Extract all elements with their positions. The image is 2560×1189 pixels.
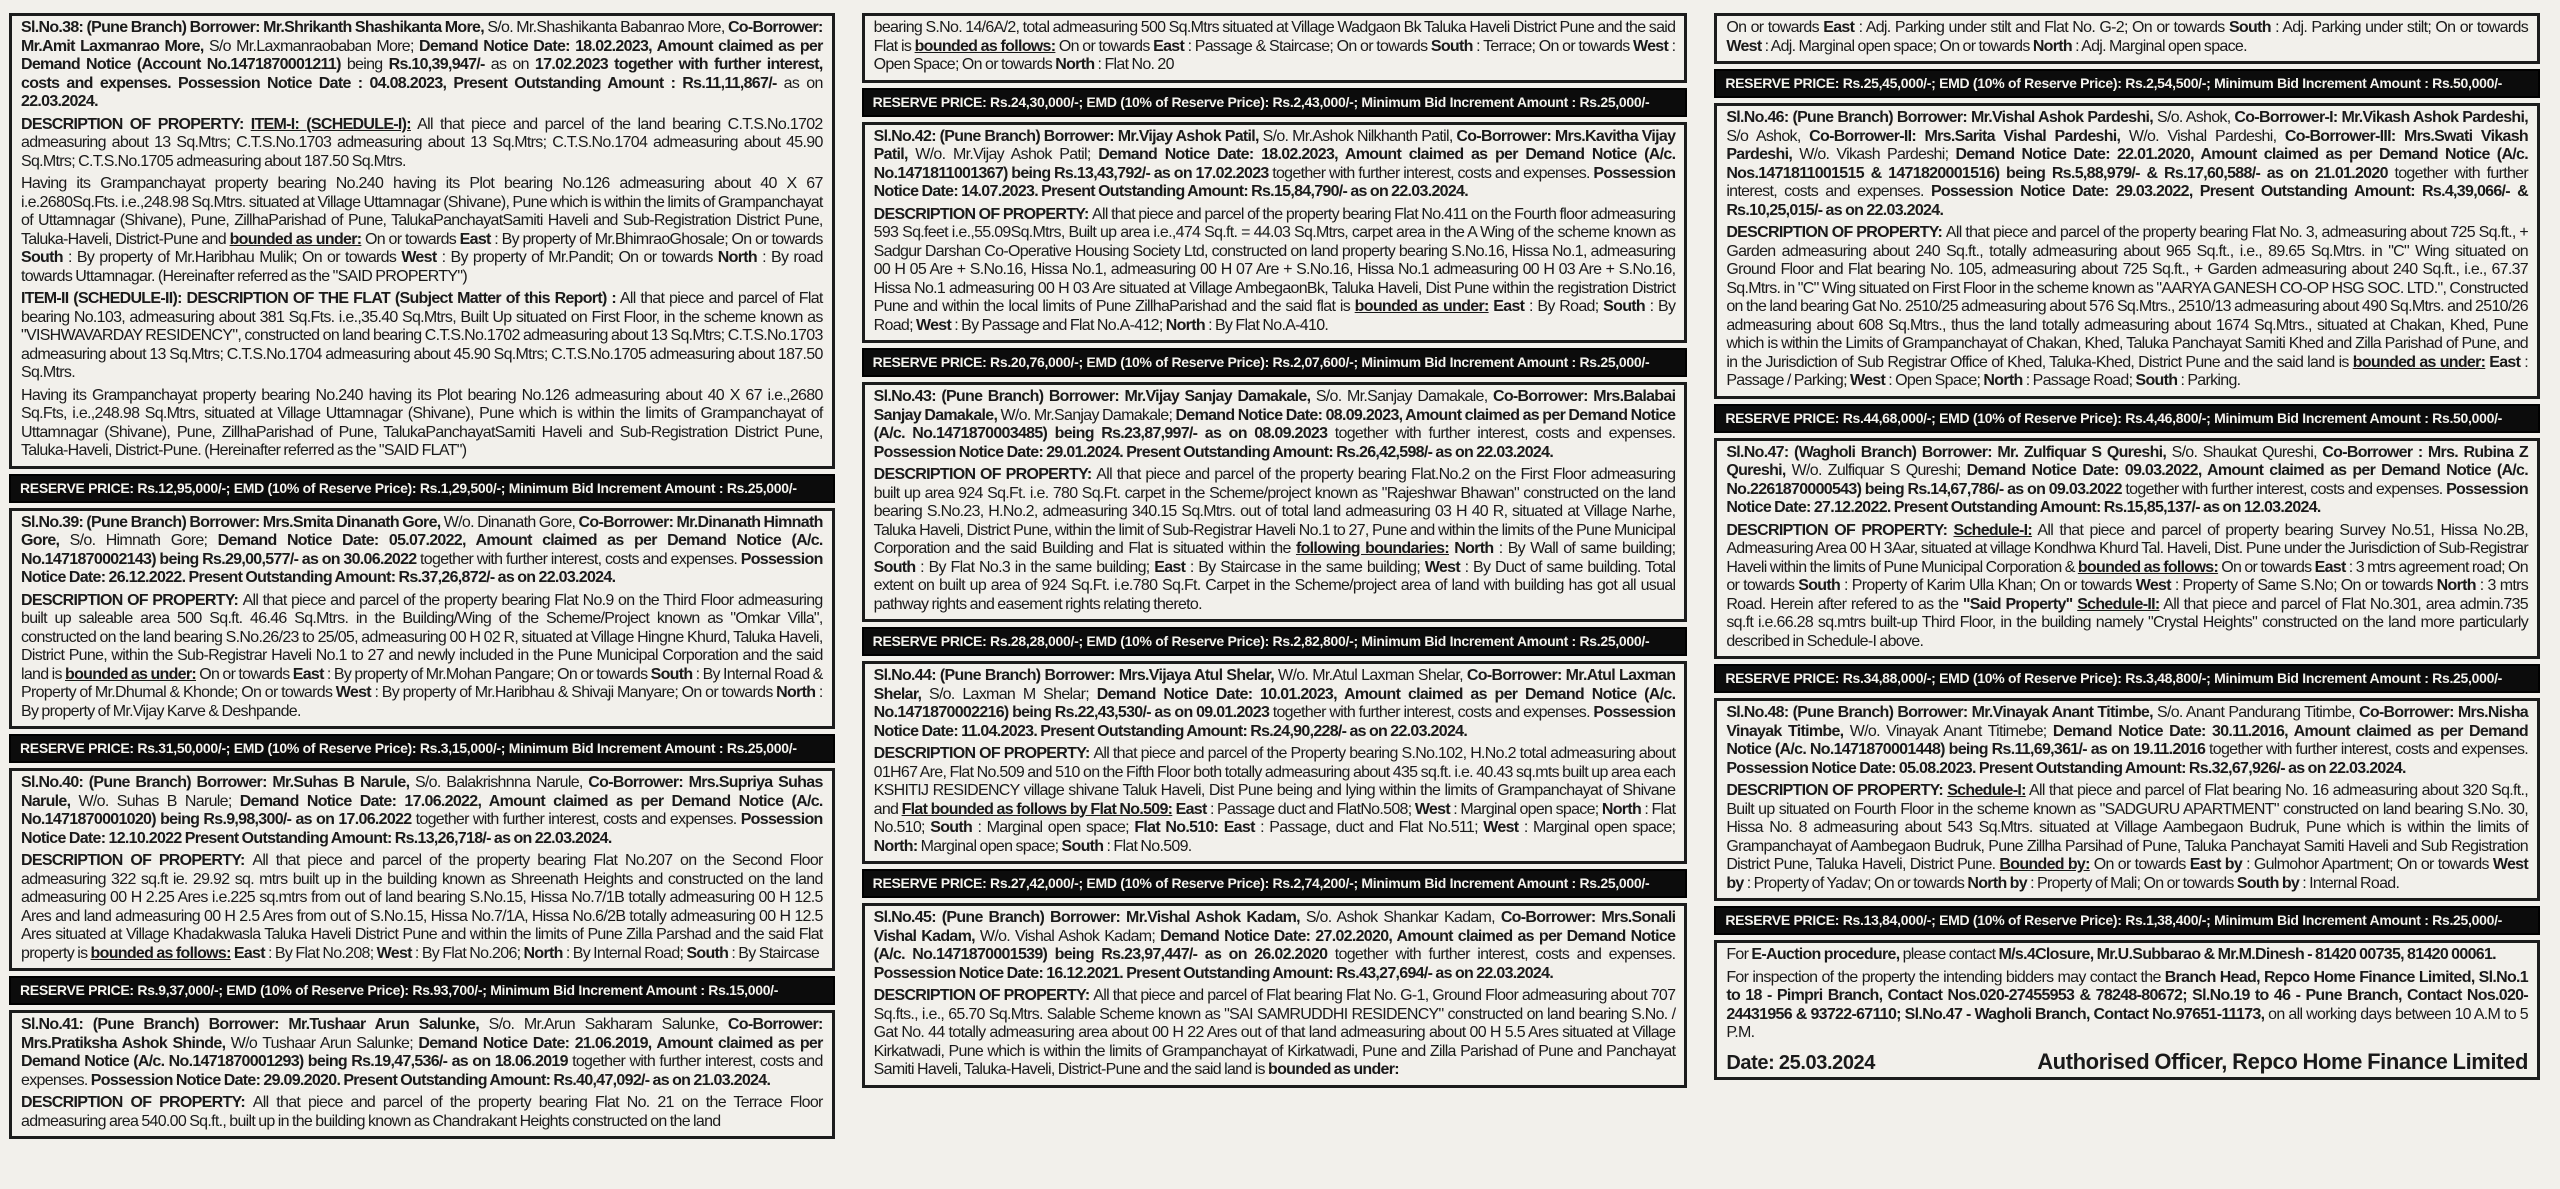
notice-text-segment: : By Internal Road & Property of Mr.Dhumal & Khonde; On or towards [21, 665, 823, 701]
notice-text-segment: : By Staircase [728, 944, 820, 962]
notice-paragraph [1726, 224, 2528, 391]
notice-text-segment: East [1175, 800, 1207, 818]
notice-text-segment: All that piece and parcel of Flat bearing No. 16 admeasuring about 320 Sq.ft., Built up situated on Fourth Floor in the scheme known as "SADGURU APARTMENT" constructed on land bearing S.No. 30, Hissa No. 8 admeasuring about 543 Sq.Mtrs. situated at Village Aambegaon Budruk, Pune which is within the limits of Grampanchayat of Aambegaon Budruk, Pune Zillha Parsihad of Pune, Taluka Panchayat Samiti Haveli and Sub Registration District Pune, Taluka Haveli, District Pune. [1726, 782, 2529, 873]
notice-text-segment: : By Internal Road; [562, 944, 687, 962]
notice-sl-no-45 [862, 903, 1688, 1088]
notice-text-segment: Sl.No.44: (Pune Branch) Borrower: Mrs.Vijaya Atul Shelar, [873, 667, 1279, 684]
notice-text-segment: Sl.No.41: (Pune Branch) Borrower: Mr.Tushaar Arun Salunke, [21, 1016, 489, 1033]
notice-text-segment: West [1632, 37, 1669, 55]
notice-paragraph [874, 206, 1676, 336]
notice-paragraph [874, 667, 1676, 741]
notice-text-segment: : Open Space; On or towards [873, 37, 1676, 73]
notice-sl-no-39 [9, 508, 835, 730]
notice-text-segment: : By Road; [873, 298, 1676, 334]
notice-text-segment: bearing S.No. 14/6A/2, total admeasuring 500 Sq.Mtrs situated at Village Wadgaon Bk Taluka Haveli District Pune and the said Flat is [873, 19, 1676, 55]
notice-text-segment: Co-Borrower: Mr.Amit Laxmanrao More, [21, 19, 823, 55]
notice-text-segment: : Marginal open space; [1518, 819, 1676, 836]
notice-text-segment: : Marginal open space; [972, 819, 1135, 836]
notice-paragraph [874, 19, 1676, 75]
notice-text-segment: South [2135, 372, 2178, 389]
reserve-price-43: RESERVE PRICE: Rs.28,28,000/-; EMD (10% of Reserve Price): Rs.2,82,800/-; Minimum Bid Increment Amount : Rs.25,000/- [862, 627, 1688, 656]
notice-text-segment: : Property of Mali; On or towards [2026, 874, 2237, 892]
notice-text-segment: Possession Notice Date: 12.10.2022 Present Outstanding Amount: Rs.13,26,718/- as on 22.03.2024. [21, 811, 823, 847]
notice-text-segment: : 3 mtrs Road. Herein after refered to as the [1726, 577, 2528, 613]
notice-text-segment: : 3 mtrs agreement road; On or towards [1726, 558, 2528, 594]
notice-text-segment: : By property of Mr.Vijay Karve & Deshpande. [21, 684, 823, 720]
notice-text-segment: Having its Grampanchayat property bearing No.240 having its Plot bearing No.126 admeasuring about 40 X 67 i.e.2680Sq.Fts. i.e.,248.98 Sq.Mtrs. situated at Village Uttamnagar (Shivane), Pune which is within the limits of Grampanchayat of Uttamnagar (Shivane), Pune, ZillhaParishad of Pune, TalukaPanchayatSamiti Haveli and Sub-Registration District Pune, Taluka-Haveli, District-Pune and [21, 175, 823, 248]
notice-text-segment: W/o. Dinanath Gore, [443, 513, 579, 531]
notice-text-segment: Demand Notice Date: 10.01.2023, Amount claimed as per Demand Notice (A/c. No.1471870002216) being Rs.22,43,530/- as on 09.01.2023 [873, 685, 1676, 721]
notice-text-segment: together with further interest, costs and expenses. [420, 550, 741, 568]
notice-text-segment: : Flat No.510; [873, 800, 1676, 836]
notice-paragraph [1726, 444, 2528, 518]
notice-paragraph [21, 774, 823, 848]
notice-paragraph [21, 514, 823, 588]
notice-text-segment: W/o. Zulfiquar S Qureshi; [1791, 462, 1967, 479]
notice-text-segment: Co-Borrower: Mr.Atul Laxman Shelar, [873, 667, 1676, 703]
notice-text-segment: : By Flat No.3 in the same building; [915, 558, 1155, 576]
notice-text-segment: : Adj. Parking under stilt; On or towards [2270, 19, 2528, 36]
notice-text-segment: East [1493, 298, 1525, 315]
notice-text-segment: West [916, 316, 952, 334]
notice-text-segment: S/o Mr.Laxmanraobaban More; [208, 37, 420, 55]
notice-text-segment: S/o. Mr.Ashok Nilkhanth Patil, [1262, 127, 1457, 145]
notice-text-segment: : Flat No.509. [1103, 837, 1192, 855]
notice-text-segment: West [1414, 800, 1450, 818]
notice-text-segment: West [1726, 37, 1762, 55]
notice-paragraph [1726, 969, 2528, 1043]
notice-paragraph [1726, 946, 2528, 965]
notice-text-segment: Sl.No.48: (Pune Branch) Borrower: Mr.Vinayak Anant Titimbe, [1726, 704, 2157, 721]
notice-text-segment: : By Flat No.208; [264, 944, 377, 962]
notice-paragraph [21, 387, 823, 461]
notice-sl-no-42 [862, 122, 1688, 344]
notice-text-segment: Possession Notice Date: 29.01.2024. Present Outstanding Amount: Rs.26,42,598/- as on 22.03.2024. [873, 443, 1554, 461]
notice-text-segment: Demand Notice Date: 27.02.2020, Amount claimed as per Demand Notice (A/c. No.1471870001539) being Rs.23,97,447/- as on 26.02.2020 [873, 927, 1676, 963]
notice-text-segment: DESCRIPTION OF PROPERTY: [873, 466, 1097, 483]
notice-text-segment: S/o. Shaukat Qureshi, [2171, 443, 2323, 461]
notice-text-segment: Demand Notice Date: 18.02.2023, Amount claimed as per Demand Notice (A/c. No.1471811001367) being Rs.13,43,792/- as on 17.02.2023 [873, 146, 1676, 182]
notice-sl-no-40 [9, 768, 835, 971]
notice-text-segment: : Flat No. 20 [1094, 56, 1174, 73]
notice-text-segment: : By road towards Uttamnagar. (Hereinafter referred as the "SAID PROPERTY") [21, 249, 823, 285]
notice-text-segment: E-Auction procedure, [1751, 946, 1903, 963]
notice-text-segment: S/o. Ashok, [2157, 109, 2235, 126]
notice-text-segment: North by [1967, 874, 2027, 892]
notice-text-segment: Co-Borrower: Mrs.Sonali Vishal Kadam, [873, 909, 1676, 945]
notice-text-segment: DESCRIPTION OF PROPERTY: [21, 591, 243, 609]
date-label: Date: 25.03.2024 [1726, 1051, 1875, 1074]
notice-text-segment: : By Wall of same building; [1493, 540, 1676, 557]
notice-text-segment: All that piece and parcel of Flat No.301, area admin.735 sq.ft i.e.66.28 sq.mtrs built-up Third Floor, in the building namely "Crystal Heights" constructed on the land more particularly described in Schedule-I above. [1726, 595, 2528, 650]
notice-text-segment: together with further interest, costs and expenses. [1272, 164, 1594, 182]
notice-text-segment: : Passage / Parking; [1726, 353, 2528, 389]
notice-text-segment: S/o Ashok, [1726, 127, 1810, 145]
notice-text-segment: W/o. Vinayak Anant Titimebe; [1849, 722, 2053, 740]
notice-text-segment: West [2135, 577, 2171, 594]
notice-text-segment: On or towards [1055, 37, 1154, 55]
notice-sl-no-45-continued [1714, 13, 2540, 64]
notice-text-segment: North [1983, 372, 2023, 389]
notice-text-segment: : Property of Same S.No; On or towards [2170, 577, 2437, 594]
notice-text-segment: S/o. Mr.Shashikanta Babanrao More, [487, 19, 728, 36]
notice-text-segment: on all working days between 10 A.M to 5 P.M. [1726, 1005, 2528, 1041]
notice-paragraph [874, 745, 1676, 856]
notice-sl-no-41-continued [862, 13, 1688, 83]
notice-sl-no-47 [1714, 438, 2540, 660]
notice-text-segment: North [1454, 540, 1494, 557]
notice-text-segment: Co-Borrower-III: Mrs.Swati Vikash Pardeshi, [1726, 127, 2529, 163]
notice-text-segment: All that piece and parcel of the Property bearing S.No.102, H.No.2 total admeasuring about 01H67 Are, Flat No.509 and 510 on the Fifth Floor both totally admeasuring about 435 sq.ft. i.e. 40.43 sq.mts built up area each KSHITIJ RESIDENCY village shivane Taluk Haveli, Dist Pune being and lying within the limits of Grampanchayat of Shivane and [873, 745, 1676, 818]
notice-text-segment: Sl.No.39: (Pune Branch) Borrower: Mrs.Smita Dinanath Gore, [21, 513, 444, 531]
notice-text-segment: Demand Notice Date: 09.03.2022, Amount claimed as per Demand Notice (A/c. No.2261870000543) being Rs.14,67,786/- as on 09.03.2022 [1726, 462, 2528, 498]
notice-text-segment: All that piece and parcel of the property bearing Flat No. 3, admeasuring about 725 Sq.ft., + Garden admeasuring about 240 Sq.ft., totally admeasuring about 965 Sq.ft., i.e., 89.65 Sq.Mtrs. in "C" Wing situated on Ground Floor and Flat bearing No. 105, admeasuring about 725 Sq.ft., + Garden admeasuring about 240 Sq.ft., i.e., 67.37 Sq.Mtrs. in "C" Wing situated on First Floor in the scheme known as "AARYA GANESH CO-OP HSG SOC. LTD.", Constructed on the land bearing Gat No. 2510/25 admeasuring about 576 Sq.Mtrs., 2510/13 admeasuring about 490 Sq.Mtrs. and 2510/26 admeasuring about 608 Sq.Mtrs., thus the land totally admeasuring about 1674 Sq.Mtrs., situated at Chakan, Khed, Pune which is within the Limits of Grampanchayat of Chakan, Khed, Taluka Panchayat Samiti Khed and Zilla Parishad of Pune, and in the Jurisdiction of Sub Registrar Office of Khed, Taluka-Khed, District Pune and the said land is [1726, 224, 2528, 371]
notice-text-segment: East [292, 665, 324, 683]
notice-text-segment: South [2228, 19, 2271, 36]
notice-text-segment: All that piece and parcel of property bearing Survey No.51, Hissa No.2B, Admeasuring Area 00 H 3Aar, situated at village Kondhwa Khurd Tal. Haveli, Dist. Pune under the Jurisdiction of Sub-Registrar Haveli within the limits of Pune Municipal Corporation & [1726, 521, 2528, 576]
notice-text-segment: East [459, 230, 491, 248]
notice-text-segment: Demand Notice Date: 18.02.2023, Amount claimed as per Demand Notice (Account No.1471870001211) [21, 37, 823, 73]
reserve-price-38: RESERVE PRICE: Rs.12,95,000/-; EMD (10% of Reserve Price): Rs.1,29,500/-; Minimum Bid Increment Amount : Rs.25,000/- [9, 474, 835, 503]
notice-paragraph [1726, 19, 2528, 56]
notice-text-segment: Possession Notice Date: 14.07.2023. Present Outstanding Amount: Rs.15,84,790/- as on 22.03.2024. [873, 164, 1676, 200]
notice-text-segment: DESCRIPTION OF PROPERTY: [1726, 521, 1954, 539]
notice-text-segment: Flat bounded as follows by Flat No.509: [901, 800, 1173, 818]
notice-text-segment: bounded as under: [229, 230, 362, 248]
notice-paragraph [21, 175, 823, 286]
notice-text-segment: Schedule-I: [1953, 521, 2033, 539]
notice-text-segment: Co-Borrower: Mrs.Nisha Vinayak Titimbe, [1726, 704, 2529, 740]
reserve-price-47: RESERVE PRICE: Rs.34,88,000/-; EMD (10% of Reserve Price): Rs.3,48,800/-; Minimum Bid Increment Amount : Rs.25,000/- [1714, 664, 2540, 693]
notice-paragraph [1726, 704, 2528, 778]
notice-text-segment: East [2314, 558, 2346, 576]
notice-text-segment: All that piece and parcel of Flat bearing No.103, admeasuring about 381 Sq.Fts. i.e.,35.40 Sq.Mtrs, Built Up situated on First Floor, in the scheme known as "VISHWAVARDAY RESIDENCY", constructed on land bearing C.T.S.No.1702 admeasuring about 13 Sq.Mtrs; C.T.S.No.1703 admeasuring about 13 Sq.Mtrs; C.T.S.No.1704 admeasuring about 45.90 Sq.Mtrs; C.T.S.No.1705 admeasuring about 187.50 Sq.Mtrs. [21, 290, 823, 381]
notice-text-segment: All that piece and parcel of Flat bearing Flat No. G-1, Ground Floor admeasuring about 707 Sq.fts., i.e., 65.70 Sq.Mtrs. Salable Scheme known as "SAI SAMRUDDHI RESIDENCY" constructed on land bearing S.No. / Gat No. 44 totally admeasuring area about 00 H 22 Ares out of that land admeasuring about 00 H 5.5 Ares situated at Village Kirkatwadi, Pune which is within the limits of Grampanchayat of Kirkatwadi, Pune and Zilla Parishad of Pune and Panchayat Samiti Haveli, Taluka-Haveli, District-Pune and the said land is [873, 987, 1676, 1078]
notice-text-segment: Possession Notice Date: 16.12.2021. Present Outstanding Amount: Rs.43,27,694/- as on 22.03.2024. [873, 964, 1554, 982]
notice-text-segment: Schedule-II: [2077, 595, 2160, 613]
notice-text-segment: Demand Notice Date: 05.07.2022, Amount claimed as per Demand Notice (A/c. No.1471870002143) being Rs.29,00,577/- as on 30.06.2022 [21, 532, 823, 568]
notice-text-segment: W/o. Suhas B Narule; [78, 792, 240, 810]
notice-text-segment: North [1055, 56, 1095, 73]
notice-text-segment: bounded as under: [1268, 1061, 1399, 1078]
notice-text-segment: East [1153, 37, 1185, 55]
notice-text-segment: West [401, 249, 437, 266]
notice-text-segment: Marginal open space; [917, 837, 1062, 855]
notice-text-segment: Co-Borrower-I: Mr.Vikash Ashok Pardeshi, [2234, 109, 2528, 126]
notice-sl-no-46 [1714, 103, 2540, 399]
notice-text-segment: together with further interest, costs and expenses. [1334, 946, 1676, 963]
notice-text-segment: : By Staircase in the same building; [1185, 558, 1425, 576]
notice-text-segment: DESCRIPTION OF PROPERTY: [21, 1094, 253, 1111]
reserve-price-44: RESERVE PRICE: Rs.27,42,000/-; EMD (10% of Reserve Price): Rs.2,74,200/-; Minimum Bid Increment Amount : Rs.25,000/- [862, 869, 1688, 898]
notice-text-segment: : Passage, duct and Flat No.511; [1254, 819, 1484, 836]
notice-paragraph [874, 128, 1676, 202]
notice-paragraph [874, 388, 1676, 462]
notice-text-segment: All that piece and parcel of the property bearing Flat No. 21 on the Terrace Floor admeasuring area 540.00 Sq.ft., built up in the building known as Chandrakant Heights constructed on the land [21, 1094, 823, 1130]
notice-paragraph [21, 116, 823, 172]
notice-sl-no-43 [862, 382, 1688, 622]
notice-text-segment: ITEM-I: (SCHEDULE-I): [250, 115, 411, 133]
notice-text-segment: bounded as follows: [90, 944, 231, 962]
notice-text-segment: : By property of Mr.Haribhau & Shivaji Manyare; On or towards [370, 684, 777, 701]
notice-text-segment: Demand Notice Date: 21.06.2019, Amount claimed as per Demand Notice (A/c. No.1471870001293) being Rs.19,47,536/- as on 18.06.2019 [21, 1034, 823, 1070]
notice-text-segment: Sl.No.38: (Pune Branch) Borrower: Mr.Shrikanth Shashikanta More, [21, 19, 488, 36]
authorised-officer-signature: Authorised Officer, Repco Home Finance Limited [2037, 1048, 2528, 1074]
notice-text-segment: Co-Borrower: Mrs.Pratiksha Ashok Shinde, [21, 1016, 823, 1052]
notice-text-segment: North [2436, 577, 2476, 594]
notice-text-segment: S/o. Mr.Arun Sakharam Salunke, [488, 1016, 728, 1033]
notice-text-segment: DESCRIPTION OF PROPERTY: [21, 115, 251, 133]
reserve-price-41: RESERVE PRICE: Rs.24,30,000/-; EMD (10% of Reserve Price): Rs.2,43,000/-; Minimum Bid Increment Amount : Rs.25,000/- [862, 88, 1688, 117]
notice-paragraph [1726, 109, 2528, 220]
notice-text-segment: Possession Notice Date: 29.03.2022, Present Outstanding Amount: Rs.4,39,066/- & Rs.10,25,015/- as on 22.03.2024. [1726, 183, 2528, 219]
notice-text-segment: West [376, 944, 412, 962]
notice-text-segment: Demand Notice Date: 30.11.2016, Amount claimed as per Demand Notice (A/c. No.1471870001448) being Rs.11,69,361/- as on 19.11.2016 [1726, 722, 2528, 758]
notice-text-segment: All that piece and parcel of the property bearing Flat No.411 on the Fourth floor admeasuring 593 Sq.feet i.e.,55.09Sq.Mtrs, Built up area i.e.,474 Sq.ft. = 44.03 Sq.Mtrs, carpet area in the A Wing of the scheme known as Sadgur Darshan Co-Operative Housing Society Ltd, constructed on land property bearing S.No.16, Hissa No.1, admeasuring 00 H 05 Are + S.No.16, Hissa No.1, admeasuring 00 H 07 Are + S.No.16, Hissa No.1 admeasuring 00 H 03 Are + S.No.16, Hissa No.1 admeasuring 00 H 03 Are situated at Village AmbegaonBk, Taluka Haveli, Dist Pune within the registration District Pune and within the local limits of Pune ZillhaParishad and the said flat is [873, 205, 1676, 315]
notice-text-segment: together with further interest, costs and expenses. [1272, 704, 1594, 721]
notice-text-segment: Sl.No.43: (Pune Branch) Borrower: Mr.Vijay Sanjay Damakale, [873, 388, 1316, 405]
notice-paragraph [874, 909, 1676, 983]
notice-text-segment: : By Duct of same building. Total extent on built up area of 924 Sq.Ft. i.e.780 Sq.Ft. Carpet in the Scheme/project area of land with building has got all usual pathway rights and easement rights relating thereto. [873, 558, 1676, 613]
notice-text-segment: Branch Head, Repco Home Finance Limited, Sl.No.1 to 18 - Pimpri Branch, Contact Nos.020-27455953 & 78248-80672; Sl.No.19 to 46 - Pune Branch, Contact Nos.020-24431956 & 93722-67110; Sl.No.47 - Wagholi Branch, Contact No.97651-11173, [1726, 968, 2529, 1023]
notice-text-segment: Demand Notice Date: 08.09.2023, Amount claimed as per Demand Notice (A/c. No.1471870003485) being Rs.23,87,997/- as on 08.09.2023 [873, 406, 1676, 442]
notice-text-segment: DESCRIPTION OF PROPERTY: [1726, 782, 1948, 799]
notice-text-segment: : Parking. [2177, 372, 2241, 389]
notice-text-segment: : Passage Road; [2022, 372, 2136, 389]
footer-contact [1714, 940, 2540, 1080]
notice-text-segment: Sl.No.45: (Pune Branch) Borrower: Mr.Vishal Ashok Kadam, [873, 909, 1306, 926]
notice-text-segment: Possession Notice Date: 29.09.2020. Present Outstanding Amount: Rs.40,47,092/- as on 21.03.2024. [90, 1071, 771, 1089]
notice-text-segment: South [1430, 37, 1473, 55]
notice-text-segment: : Passage & Staircase; On or towards [1184, 37, 1431, 55]
notice-text-segment: : Open Space; [1885, 372, 1984, 389]
notice-text-segment: bounded as follows: [914, 37, 1056, 55]
notice-text-segment: Co-Borrower: Mrs.Balabai Sanjay Damakale, [873, 388, 1676, 424]
notice-text-segment: together with further interest, costs and expenses. [21, 1053, 823, 1089]
notice-text-segment: North: [873, 837, 918, 855]
notice-text-segment: West [1483, 819, 1519, 836]
notice-text-segment: bounded as under: [1354, 298, 1489, 315]
notice-text-segment: South [686, 944, 729, 962]
column-1 [9, 13, 835, 1144]
notice-paragraph [21, 290, 823, 383]
notice-text-segment: South [1798, 577, 1841, 594]
notice-text-segment: S/o. Mr.Sanjay Damakale, [1315, 388, 1493, 405]
notice-text-segment: All that piece and parcel of the land bearing C.T.S.No.1702 admeasuring about 13 Sq.Mtrs; C.T.S.No.1703 admeasuring about 13 Sq.Mtrs; C.T.S.No.1704 admeasuring about 45.90 Sq.Mtrs; C.T.S.No.1705 admeasuring about 187.50 Sq.Mtrs. [21, 115, 823, 170]
reserve-price-39: RESERVE PRICE: Rs.31,50,000/-; EMD (10% of Reserve Price): Rs.3,15,000/-; Minimum Bid Increment Amount : Rs.25,000/- [9, 734, 835, 763]
notice-text-segment: On or towards [361, 230, 460, 248]
notice-text-segment: Rs.10,39,947/- [388, 56, 491, 73]
notice-sl-no-44 [862, 661, 1688, 864]
notice-text-segment: DESCRIPTION OF PROPERTY: [873, 745, 1094, 762]
notice-text-segment: On or towards [2089, 856, 2190, 873]
notice-text-segment: Sl.No.46: (Pune Branch) Borrower: Mr.Vishal Ashok Pardeshi, [1726, 109, 2157, 126]
notice-text-segment: Flat No.510: East [1134, 819, 1255, 836]
notice-text-segment: Demand Notice Date: 22.01.2020, Amount claimed as per Demand Notice (A/c. Nos.1471811001515 & 1471820001516) being Rs.5,88,979/- & Rs.17,60,588/- as on 21.01.2020 [1726, 146, 2528, 182]
notice-text-segment: Sl.No.47: (Wagholi Branch) Borrower: Mr. Zulfiquar S Qureshi, [1726, 443, 2172, 461]
notice-text-segment: S/o. Balakrishnna Narule, [414, 774, 589, 791]
notice-text-segment: : Adj. Marginal open space. [2071, 37, 2247, 55]
notice-text-segment: following boundaries: [1295, 540, 1449, 557]
reserve-price-40: RESERVE PRICE: Rs.9,37,000/-; EMD (10% of Reserve Price): Rs.93,700/-; Minimum Bid Increment Amount : Rs.15,000/- [9, 976, 835, 1005]
reserve-price-46: RESERVE PRICE: Rs.44,68,000/-; EMD (10% of Reserve Price): Rs.4,46,800/-; Minimum Bid Increment Amount : Rs.50,000/- [1714, 404, 2540, 433]
notice-text-segment: : Adj. Marginal open space; On or towards [1761, 37, 2033, 55]
notice-text-segment: S/o. Laxman M Shelar; [928, 685, 1097, 703]
notice-text-segment: North [776, 684, 816, 701]
notice-text-segment: Having its Grampanchayat property bearing No.240 having its Plot bearing No.126 admeasuring about 40 X 67 i.e.,2680 Sq.Fts, i.e.,248.98 Sq.Mtrs, situated at Village Uttamnagar (Shivane), Pune which is within the limits of Grampanchayat of Uttamnagar (Shivane), Pune, ZillhaParishad of Pune, TalukaPanchayatSamiti Haveli and Sub-Registration District Pune, Taluka-Haveli, District-Pune. (Hereinafter referred as the "SAID FLAT") [21, 386, 823, 459]
notice-sl-no-48 [1714, 698, 2540, 901]
notice-text-segment: East [1154, 558, 1186, 576]
notice-text-segment: For inspection of the property the intending bidders may contact the [1726, 968, 2165, 986]
notice-text-segment: W/o. Vishal Pardeshi, [2128, 127, 2285, 145]
notice-paragraph [1726, 522, 2528, 652]
notice-text-segment: : Marginal open space; [1449, 800, 1602, 818]
notice-paragraph [1726, 782, 2528, 893]
notice-text-segment: together with further interest, costs and expenses. [2125, 480, 2447, 498]
notice-text-segment: Sl.No.42: (Pune Branch) Borrower: Mr.Vijay Ashok Patil, [873, 127, 1263, 145]
notice-text-segment: W/o. Vikash Pardeshi; [1799, 146, 1956, 163]
notice-text-segment: : By property of Mr.Haribhau Mulik; On or towards [62, 249, 402, 266]
notice-text-segment: West by [1726, 856, 2528, 892]
notice-columns [9, 13, 2540, 1144]
notice-text-segment: All that piece and parcel of the property bearing Flat No.207 on the Second Floor admeasuring 322 sq.ft ie. 29.92 sq. mtrs built up in the building known as Shreenath Heights and constructed on the land admeasuring 00 H 2.25 Ares i.e.225 sq.mtrs from out of land bearing S.No.15, Hissa No.7/1B totally admeasuring 00 H 12.5 Ares and land admeasuring 00 H 2.5 Ares from out of S.No.15, Hissa No.7/1A, Hissa No.6/2B totally admeasuring 00 H 12.5 Ares situated at Village Khadakwasla Taluka Haveli District Pune and within the limits of Pune Zilla Parshad and the said Flat property is [21, 852, 823, 962]
notice-text-segment: All that piece and parcel of the property bearing Flat.No.2 on the First Floor admeasuring built up area 924 Sq.Ft. i.e. 780 Sq.Ft. carpet in the Scheme/project known as "Rajeshwar Bhawan" constructed on the land bearing S.No.23, H.No.2, admeasuring 340.15 Sq.Mtrs. out of total land admeasuring 03 H 40 R, situated at Village Narhe, Taluka Haveli, District Pune, within the limit of Sub-Registrar Haveli No.1 to 27, Pune and within the limits of the Pune Municipal Corporation and the said Building and Flat is situated within the [873, 466, 1676, 557]
notice-text-segment: East by [2189, 856, 2243, 873]
notice-text-segment: together with further interest, costs and expenses. [2209, 741, 2528, 758]
notice-text-segment: South [21, 249, 63, 266]
notice-text-segment: South [1603, 298, 1645, 315]
notice-paragraph [874, 987, 1676, 1080]
notice-text-segment: as on [490, 56, 535, 73]
notice-text-segment: being [346, 56, 389, 73]
notice-text-segment: On or towards [2218, 558, 2315, 576]
notice-text-segment: North [717, 249, 757, 266]
notice-text-segment: together with further interest, costs and expenses. [415, 811, 741, 828]
reserve-price-48: RESERVE PRICE: Rs.13,84,000/-; EMD (10% of Reserve Price): Rs.1,38,400/-; Minimum Bid Increment Amount : Rs.25,000/- [1714, 906, 2540, 935]
notice-text-segment: Possession Notice Date: 11.04.2023. Present Outstanding Amount: Rs.24,90,228/- as on 22.03.2024. [873, 704, 1676, 740]
notice-text-segment: W/o. Vishal Ashok Kadam; [979, 927, 1161, 945]
notice-text-segment: Co-Borrower: Mrs.Supriya Suhas Narule, [21, 774, 823, 810]
notice-text-segment: Possession Notice Date: 26.12.2022. Present Outstanding Amount: Rs.37,26,872/- as on 22.03.2024. [21, 550, 823, 586]
notice-text-segment: West [1849, 372, 1886, 389]
notice-text-segment: : Gulmohor Apartment; On or towards [2242, 856, 2493, 873]
notice-text-segment: North [1601, 800, 1642, 818]
notice-text-segment: : By Road; [1524, 298, 1604, 315]
notice-paragraph [21, 852, 823, 963]
notice-text-segment: : Property of Karim Ulla Khan; On or towards [1840, 577, 2136, 594]
notice-text-segment: : Adj. Parking under stilt and Flat No. G-2; On or towards [1854, 19, 2229, 36]
notice-text-segment: East [1823, 19, 1855, 36]
notice-text-segment: : By Passage and Flat No.A-412; [951, 316, 1166, 334]
notice-text-segment: : By property of Mr.Pandit; On or towards [436, 249, 718, 266]
notice-text-segment: South [650, 665, 693, 683]
notice-text-segment: Demand Notice Date: 17.06.2022, Amount claimed as per Demand Notice (A/c. No.1471870001020) being Rs.9,98,300/- as on 17.06.2022 [21, 792, 823, 828]
notice-text-segment: W/o. Mr.Sanjay Damakale; [1000, 406, 1176, 424]
notice-text-segment: S/o. Himnath Gore; [69, 532, 218, 549]
notice-text-segment: North [2032, 37, 2072, 55]
notice-text-segment: South [873, 558, 916, 576]
notice-text-segment: DESCRIPTION OF PROPERTY: [873, 987, 1094, 1004]
notice-text-segment: S/o. Ashok Shankar Kadam, [1305, 909, 1501, 926]
column-3 [1714, 13, 2540, 1085]
notice-text-segment: 17.02.2023 together with further interest, costs and expenses. Possession Notice Date : 04.08.2023, Present Outstanding Amount : Rs.11,11,867/- [21, 56, 823, 92]
notice-text-segment: : By Flat No.206; [411, 944, 524, 962]
notice-paragraph [874, 466, 1676, 614]
notice-text-segment: Co-Borrower: Mrs.Kavitha Vijay Patil, [873, 127, 1676, 163]
notice-text-segment: West [1424, 558, 1460, 576]
notice-text-segment: bounded as under: [65, 665, 197, 683]
notice-text-segment: as on [783, 74, 823, 92]
notice-text-segment: : Internal Road. [2299, 874, 2400, 892]
notice-text-segment: Bounded by: [1999, 856, 2090, 873]
notice-text-segment: ITEM-II (SCHEDULE-II): DESCRIPTION OF THE FLAT (Subject Matter of this Report) : [21, 290, 616, 307]
notice-text-segment: South [1061, 837, 1104, 855]
notice-text-segment: : By Flat No.A-410. [1204, 316, 1329, 334]
notice-paragraph [21, 1016, 823, 1090]
notice-text-segment: On or towards [1726, 19, 1824, 36]
notice-sl-no-38 [9, 13, 835, 469]
notice-text-segment: W/o. Mr.Vijay Ashok Patil; [915, 146, 1099, 163]
notice-text-segment: Schedule-I: [1947, 782, 2026, 799]
notice-text-segment: DESCRIPTION OF PROPERTY: [1726, 224, 1946, 241]
notice-text-segment: East [2489, 353, 2521, 371]
notice-sl-no-41 [9, 1010, 835, 1139]
notice-text-segment: North [523, 944, 563, 962]
notice-text-segment: Co-Borrower: Mr.Dinanath Himnath Gore, [21, 513, 823, 549]
notice-text-segment: For [1726, 946, 1752, 963]
notice-text-segment: bounded as follows: [2077, 558, 2219, 576]
notice-text-segment: bounded as under: [2352, 353, 2486, 371]
notice-text-segment: W/o Tushaar Arun Salunke; [230, 1034, 419, 1052]
notice-text-segment: : By property of Mr.BhimraoGhosale; On or towards [490, 230, 823, 248]
notice-text-segment: Possession Notice Date: 27.12.2022. Present Outstanding Amount: Rs.15,85,137/- as on 12.03.2024. [1726, 480, 2528, 516]
notice-text-segment: together with further interest, costs and expenses. [1726, 164, 2528, 200]
notice-text-segment: Co-Borrower : Mrs. Rubina Z Qureshi, [1726, 443, 2529, 479]
notice-text-segment: 22.03.2024. [21, 93, 98, 110]
notice-text-segment: : Terrace; On or towards [1472, 37, 1633, 55]
notice-text-segment: : Property of Yadav; On or towards [1743, 874, 1968, 892]
notice-text-segment: East [233, 944, 265, 962]
notice-text-segment: DESCRIPTION OF PROPERTY: [21, 852, 253, 869]
footer-row [1726, 1048, 2528, 1074]
notice-paragraph [21, 19, 823, 112]
column-2 [862, 13, 1688, 1093]
notice-text-segment: South [930, 819, 973, 836]
notice-text-segment: South by [2236, 874, 2300, 892]
notice-text-segment: North [1165, 316, 1205, 334]
notice-text-segment: S/o. Anant Pandurang Titimbe, [2157, 704, 2359, 721]
notice-text-segment: DESCRIPTION OF PROPERTY: [873, 205, 1093, 223]
notice-text-segment: "Said Property" [1962, 595, 2078, 613]
notice-paragraph [21, 1094, 823, 1131]
notice-text-segment: please contact [1902, 946, 1999, 963]
notice-text-segment: Co-Borrower-II: Mrs.Sarita Vishal Pardeshi, [1809, 127, 2129, 145]
notice-paragraph [21, 592, 823, 722]
notice-text-segment: On or towards [196, 665, 293, 683]
notice-text-segment: Sl.No.40: (Pune Branch) Borrower: Mr.Suhas B Narule, [21, 774, 415, 791]
notice-text-segment: : Passage duct and FlatNo.508; [1206, 800, 1415, 818]
notice-text-segment: W/o. Mr.Atul Laxman Shelar, [1278, 667, 1467, 684]
notice-text-segment: together with further interest, costs and expenses. [1334, 425, 1676, 442]
reserve-price-42: RESERVE PRICE: Rs.20,76,000/-; EMD (10% of Reserve Price): Rs.2,07,600/-; Minimum Bid Increment Amount : Rs.25,000/- [862, 348, 1688, 377]
notice-text-segment: Possession Notice Date: 05.08.2023. Present Outstanding Amount: Rs.32,67,926/- as on 22.03.2024. [1726, 759, 2406, 777]
notice-text-segment: All that piece and parcel of the property bearing Flat No.9 on the Third Floor admeasuring built up saleable area 500 Sq.ft. 46.46 Sq.Mtrs. in the Building/Wing of the Scheme/Project known as "Omkar Villa", constructed on the land bearing S.No.26/23 to 25/05, admeasuring 00 H 02 R, situated at Village Hingne Khurd, Taluka Haveli, District Pune, within the Sub-Registrar Haveli No.1 to 27 and newly included in the Pune Municipal Corporation and the said land is [21, 591, 823, 683]
notice-text-segment: West [335, 684, 371, 701]
reserve-price-45: RESERVE PRICE: Rs.25,45,000/-; EMD (10% of Reserve Price): Rs.2,54,500/-; Minimum Bid Increment Amount : Rs.50,000/- [1714, 69, 2540, 98]
notice-text-segment: : By property of Mr.Mohan Pangare; On or towards [323, 665, 651, 683]
notice-text-segment: M/s.4Closure, Mr.U.Subbarao & Mr.M.Dinesh - 81420 00735, 81420 00061. [1998, 946, 2496, 963]
